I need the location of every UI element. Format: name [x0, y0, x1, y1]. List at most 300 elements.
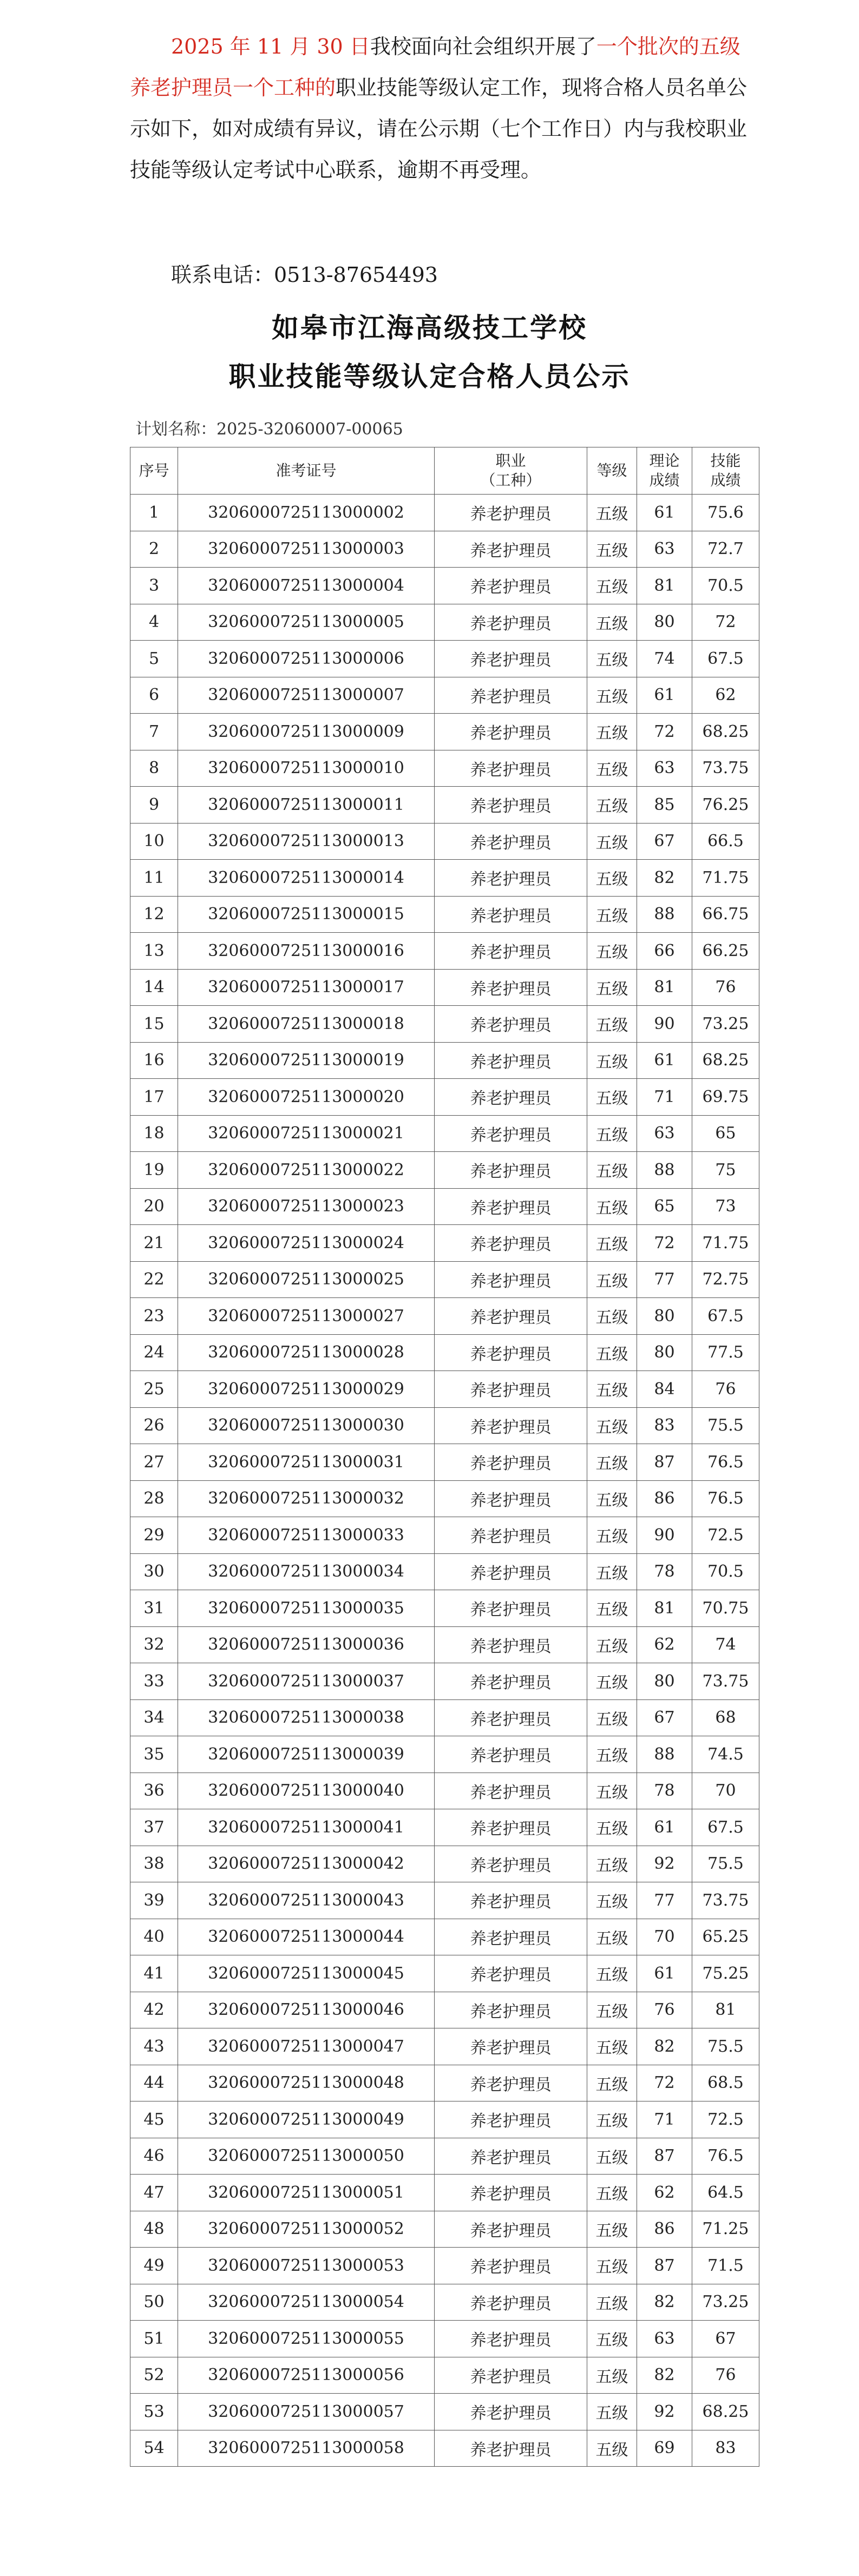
cell-theory-score: 71 [637, 1079, 692, 1116]
cell-skill-score: 68.25 [692, 714, 759, 750]
cell-grade: 五级 [587, 2394, 637, 2430]
cell-index: 26 [130, 1407, 178, 1444]
cell-index: 41 [130, 1955, 178, 1992]
cell-theory-score: 63 [637, 750, 692, 787]
cell-grade: 五级 [587, 1261, 637, 1298]
cell-grade: 五级 [587, 1188, 637, 1225]
cell-skill-score: 71.25 [692, 2211, 759, 2248]
cell-exam-number: 3206000725113000042 [178, 1846, 435, 1882]
cell-theory-score: 80 [637, 604, 692, 641]
cell-grade: 五级 [587, 568, 637, 604]
school-title: 如皋市江海高级技工学校 [272, 312, 587, 344]
table-row [130, 568, 759, 604]
cell-grade: 五级 [587, 604, 637, 641]
cell-theory-score: 61 [637, 1809, 692, 1846]
cell-exam-number: 3206000725113000049 [178, 2101, 435, 2138]
table-row [130, 2394, 759, 2430]
cell-skill-score: 75 [692, 1152, 759, 1189]
cell-occupation: 养老护理员 [435, 1079, 587, 1116]
cell-exam-number: 3206000725113000021 [178, 1115, 435, 1152]
table-row [130, 1444, 759, 1481]
table-row [130, 969, 759, 1006]
cell-exam-number: 3206000725113000016 [178, 933, 435, 970]
cell-index: 31 [130, 1590, 178, 1627]
table-row [130, 860, 759, 897]
cell-theory-score: 80 [637, 1298, 692, 1335]
cell-index: 20 [130, 1188, 178, 1225]
table-row [130, 2175, 759, 2211]
cell-grade: 五级 [587, 1626, 637, 1663]
table-row [130, 1115, 759, 1152]
table-row [130, 2321, 759, 2357]
table-row [130, 933, 759, 970]
notice-paragraph [130, 26, 752, 190]
cell-occupation: 养老护理员 [435, 2357, 587, 2394]
cell-index: 47 [130, 2175, 178, 2211]
cell-grade: 五级 [587, 1444, 637, 1481]
cell-occupation: 养老护理员 [435, 2065, 587, 2101]
cell-theory-score: 78 [637, 1553, 692, 1590]
cell-grade: 五级 [587, 2430, 637, 2467]
notice-text-b: 职业技能等级认定工作，现将合格人员名单公示如下，如对成绩有异议，请在公示期（七个工作日）内与我校职业技能等级认定考试中心联系，逾期不再受理。 [130, 76, 747, 182]
cell-grade: 五级 [587, 1590, 637, 1627]
cell-occupation: 养老护理员 [435, 1261, 587, 1298]
cell-occupation: 养老护理员 [435, 2321, 587, 2357]
cell-theory-score: 72 [637, 1225, 692, 1262]
cell-exam-number: 3206000725113000045 [178, 1955, 435, 1992]
cell-exam-number: 3206000725113000047 [178, 2028, 435, 2065]
cell-index: 2 [130, 531, 178, 568]
header-theory-line1: 理论 [649, 452, 680, 470]
cell-occupation: 养老护理员 [435, 1042, 587, 1079]
cell-skill-score: 68 [692, 1699, 759, 1736]
cell-occupation: 养老护理员 [435, 2175, 587, 2211]
table-row [130, 1809, 759, 1846]
cell-exam-number: 3206000725113000051 [178, 2175, 435, 2211]
cell-grade: 五级 [587, 1334, 637, 1371]
cell-grade: 五级 [587, 1882, 637, 1919]
cell-exam-number: 3206000725113000027 [178, 1298, 435, 1335]
cell-skill-score: 75.5 [692, 1846, 759, 1882]
cell-theory-score: 90 [637, 1517, 692, 1554]
cell-skill-score: 75.6 [692, 495, 759, 531]
cell-skill-score: 74 [692, 1626, 759, 1663]
table-row [130, 495, 759, 531]
cell-theory-score: 80 [637, 1663, 692, 1700]
cell-grade: 五级 [587, 2138, 637, 2175]
cell-theory-score: 92 [637, 1846, 692, 1882]
cell-theory-score: 90 [637, 1006, 692, 1043]
cell-theory-score: 61 [637, 677, 692, 714]
table-row [130, 1517, 759, 1554]
cell-exam-number: 3206000725113000057 [178, 2394, 435, 2430]
table-row [130, 1626, 759, 1663]
cell-occupation: 养老护理员 [435, 2138, 587, 2175]
cell-grade: 五级 [587, 750, 637, 787]
cell-grade: 五级 [587, 1115, 637, 1152]
table-row [130, 1298, 759, 1335]
table-row [130, 2101, 759, 2138]
cell-index: 49 [130, 2248, 178, 2284]
table-row [130, 1663, 759, 1700]
cell-index: 39 [130, 1882, 178, 1919]
cell-grade: 五级 [587, 2211, 637, 2248]
contact-phone: 联系电话：0513-87654493 [171, 263, 438, 287]
cell-exam-number: 3206000725113000043 [178, 1882, 435, 1919]
cell-grade: 五级 [587, 1809, 637, 1846]
cell-skill-score: 81 [692, 1992, 759, 2028]
cell-exam-number: 3206000725113000018 [178, 1006, 435, 1043]
header-occupation [435, 447, 587, 495]
table-row [130, 1006, 759, 1043]
cell-grade: 五级 [587, 2248, 637, 2284]
table-row [130, 604, 759, 641]
cell-grade: 五级 [587, 2175, 637, 2211]
cell-skill-score: 67.5 [692, 641, 759, 677]
cell-skill-score: 66.25 [692, 933, 759, 970]
table-row [130, 2138, 759, 2175]
cell-skill-score: 69.75 [692, 1079, 759, 1116]
cell-skill-score: 68.25 [692, 1042, 759, 1079]
cell-occupation: 养老护理员 [435, 1919, 587, 1955]
table-row [130, 1736, 759, 1773]
cell-grade: 五级 [587, 1006, 637, 1043]
cell-grade: 五级 [587, 1699, 637, 1736]
cell-exam-number: 3206000725113000020 [178, 1079, 435, 1116]
cell-occupation: 养老护理员 [435, 1480, 587, 1517]
cell-grade: 五级 [587, 1736, 637, 1773]
cell-occupation: 养老护理员 [435, 1517, 587, 1554]
cell-index: 54 [130, 2430, 178, 2467]
cell-index: 43 [130, 2028, 178, 2065]
cell-occupation: 养老护理员 [435, 1773, 587, 1809]
cell-theory-score: 86 [637, 1480, 692, 1517]
cell-skill-score: 73 [692, 1188, 759, 1225]
cell-exam-number: 3206000725113000038 [178, 1699, 435, 1736]
cell-skill-score: 64.5 [692, 2175, 759, 2211]
cell-exam-number: 3206000725113000058 [178, 2430, 435, 2467]
cell-occupation: 养老护理员 [435, 2394, 587, 2430]
cell-occupation: 养老护理员 [435, 1407, 587, 1444]
cell-index: 6 [130, 677, 178, 714]
cell-index: 25 [130, 1371, 178, 1408]
table-row [130, 714, 759, 750]
cell-exam-number: 3206000725113000053 [178, 2248, 435, 2284]
cell-occupation: 养老护理员 [435, 641, 587, 677]
cell-grade: 五级 [587, 1919, 637, 1955]
cell-skill-score: 73.75 [692, 750, 759, 787]
cell-occupation: 养老护理员 [435, 2028, 587, 2065]
cell-theory-score: 92 [637, 2394, 692, 2430]
cell-exam-number: 3206000725113000010 [178, 750, 435, 787]
cell-occupation: 养老护理员 [435, 495, 587, 531]
cell-grade: 五级 [587, 1663, 637, 1700]
cell-grade: 五级 [587, 1152, 637, 1189]
cell-exam-number: 3206000725113000055 [178, 2321, 435, 2357]
cell-exam-number: 3206000725113000041 [178, 1809, 435, 1846]
cell-index: 11 [130, 860, 178, 897]
cell-exam-number: 3206000725113000037 [178, 1663, 435, 1700]
cell-index: 48 [130, 2211, 178, 2248]
cell-grade: 五级 [587, 641, 637, 677]
cell-exam-number: 3206000725113000005 [178, 604, 435, 641]
cell-skill-score: 67.5 [692, 1298, 759, 1335]
cell-theory-score: 87 [637, 2248, 692, 2284]
cell-skill-score: 75.25 [692, 1955, 759, 1992]
cell-exam-number: 3206000725113000007 [178, 677, 435, 714]
notice-text-a: 我校面向社会组织开展了 [370, 35, 596, 58]
cell-index: 17 [130, 1079, 178, 1116]
cell-index: 30 [130, 1553, 178, 1590]
cell-grade: 五级 [587, 823, 637, 860]
cell-occupation: 养老护理员 [435, 860, 587, 897]
table-row [130, 1042, 759, 1079]
header-theory-score [637, 447, 692, 495]
header-skill-line2: 成绩 [710, 471, 741, 489]
cell-exam-number: 3206000725113000039 [178, 1736, 435, 1773]
cell-theory-score: 87 [637, 2138, 692, 2175]
cell-skill-score: 73.25 [692, 2284, 759, 2321]
cell-exam-number: 3206000725113000004 [178, 568, 435, 604]
cell-occupation: 养老护理员 [435, 714, 587, 750]
cell-exam-number: 3206000725113000046 [178, 1992, 435, 2028]
table-row [130, 2430, 759, 2467]
cell-grade: 五级 [587, 495, 637, 531]
header-skill-score [692, 447, 759, 495]
cell-theory-score: 61 [637, 495, 692, 531]
cell-grade: 五级 [587, 1225, 637, 1262]
cell-index: 14 [130, 969, 178, 1006]
cell-skill-score: 68.5 [692, 2065, 759, 2101]
cell-skill-score: 72 [692, 604, 759, 641]
cell-theory-score: 81 [637, 568, 692, 604]
cell-theory-score: 82 [637, 2357, 692, 2394]
cell-skill-score: 73.25 [692, 1006, 759, 1043]
cell-exam-number: 3206000725113000034 [178, 1553, 435, 1590]
cell-skill-score: 76.25 [692, 787, 759, 823]
notice-batch: 一个批次的五级养老护理员一个工种的 [130, 35, 740, 100]
cell-skill-score: 72.5 [692, 2101, 759, 2138]
table-row [130, 1992, 759, 2028]
cell-skill-score: 76.5 [692, 1444, 759, 1481]
cell-theory-score: 74 [637, 641, 692, 677]
cell-occupation: 养老护理员 [435, 1444, 587, 1481]
cell-theory-score: 82 [637, 2028, 692, 2065]
cell-skill-score: 72.75 [692, 1261, 759, 1298]
cell-theory-score: 80 [637, 1334, 692, 1371]
cell-exam-number: 3206000725113000019 [178, 1042, 435, 1079]
cell-skill-score: 72.5 [692, 1517, 759, 1554]
cell-skill-score: 70.5 [692, 1553, 759, 1590]
cell-index: 3 [130, 568, 178, 604]
table-row [130, 1334, 759, 1371]
cell-theory-score: 86 [637, 2211, 692, 2248]
cell-index: 13 [130, 933, 178, 970]
table-row [130, 2211, 759, 2248]
cell-exam-number: 3206000725113000014 [178, 860, 435, 897]
cell-occupation: 养老护理员 [435, 1590, 587, 1627]
cell-theory-score: 81 [637, 969, 692, 1006]
table-row [130, 2248, 759, 2284]
table-row [130, 787, 759, 823]
table-row [130, 1371, 759, 1408]
cell-index: 22 [130, 1261, 178, 1298]
cell-skill-score: 70 [692, 1773, 759, 1809]
document-title: 职业技能等级认定合格人员公示 [228, 361, 631, 392]
cell-occupation: 养老护理员 [435, 1298, 587, 1335]
cell-skill-score: 83 [692, 2430, 759, 2467]
cell-grade: 五级 [587, 2321, 637, 2357]
table-row [130, 677, 759, 714]
cell-grade: 五级 [587, 531, 637, 568]
table-row [130, 2284, 759, 2321]
cell-exam-number: 3206000725113000048 [178, 2065, 435, 2101]
cell-theory-score: 77 [637, 1882, 692, 1919]
cell-skill-score: 74.5 [692, 1736, 759, 1773]
cell-skill-score: 70.5 [692, 568, 759, 604]
cell-skill-score: 71.75 [692, 860, 759, 897]
cell-theory-score: 72 [637, 2065, 692, 2101]
cell-occupation: 养老护理员 [435, 531, 587, 568]
cell-index: 12 [130, 896, 178, 933]
cell-index: 27 [130, 1444, 178, 1481]
cell-occupation: 养老护理员 [435, 2101, 587, 2138]
cell-exam-number: 3206000725113000056 [178, 2357, 435, 2394]
cell-grade: 五级 [587, 1042, 637, 1079]
cell-skill-score: 76.5 [692, 1480, 759, 1517]
cell-exam-number: 3206000725113000013 [178, 823, 435, 860]
cell-index: 51 [130, 2321, 178, 2357]
cell-theory-score: 67 [637, 823, 692, 860]
cell-index: 32 [130, 1626, 178, 1663]
cell-index: 34 [130, 1699, 178, 1736]
table-row [130, 1480, 759, 1517]
cell-occupation: 养老护理员 [435, 604, 587, 641]
cell-grade: 五级 [587, 933, 637, 970]
plan-name: 计划名称：2025-32060007-00065 [135, 420, 403, 439]
cell-grade: 五级 [587, 1992, 637, 2028]
cell-index: 23 [130, 1298, 178, 1335]
cell-index: 35 [130, 1736, 178, 1773]
cell-index: 21 [130, 1225, 178, 1262]
cell-exam-number: 3206000725113000024 [178, 1225, 435, 1262]
cell-exam-number: 3206000725113000030 [178, 1407, 435, 1444]
table-row [130, 531, 759, 568]
cell-grade: 五级 [587, 896, 637, 933]
cell-theory-score: 82 [637, 860, 692, 897]
cell-grade: 五级 [587, 714, 637, 750]
cell-grade: 五级 [587, 1955, 637, 1992]
cell-index: 29 [130, 1517, 178, 1554]
header-occupation-line1: 职业 [495, 452, 526, 470]
cell-grade: 五级 [587, 1298, 637, 1335]
cell-exam-number: 3206000725113000009 [178, 714, 435, 750]
cell-grade: 五级 [587, 2065, 637, 2101]
cell-skill-score: 73.75 [692, 1663, 759, 1700]
cell-theory-score: 63 [637, 2321, 692, 2357]
cell-skill-score: 77.5 [692, 1334, 759, 1371]
cell-skill-score: 68.25 [692, 2394, 759, 2430]
table-row [130, 1261, 759, 1298]
cell-occupation: 养老护理员 [435, 1882, 587, 1919]
cell-grade: 五级 [587, 2357, 637, 2394]
cell-theory-score: 88 [637, 1736, 692, 1773]
cell-skill-score: 76 [692, 1371, 759, 1408]
header-skill-line1: 技能 [710, 452, 741, 470]
table-row [130, 1846, 759, 1882]
cell-occupation: 养老护理员 [435, 750, 587, 787]
cell-grade: 五级 [587, 1846, 637, 1882]
table-row [130, 1955, 759, 1992]
cell-index: 24 [130, 1334, 178, 1371]
table-row [130, 823, 759, 860]
cell-skill-score: 75.5 [692, 1407, 759, 1444]
cell-theory-score: 88 [637, 896, 692, 933]
cell-theory-score: 85 [637, 787, 692, 823]
cell-index: 18 [130, 1115, 178, 1152]
cell-grade: 五级 [587, 1773, 637, 1809]
cell-exam-number: 3206000725113000033 [178, 1517, 435, 1554]
cell-occupation: 养老护理员 [435, 677, 587, 714]
cell-skill-score: 66.75 [692, 896, 759, 933]
header-grade: 等级 [587, 447, 637, 495]
cell-exam-number: 3206000725113000003 [178, 531, 435, 568]
cell-index: 7 [130, 714, 178, 750]
cell-occupation: 养老护理员 [435, 1846, 587, 1882]
cell-exam-number: 3206000725113000017 [178, 969, 435, 1006]
table-row [130, 1407, 759, 1444]
table-body [130, 495, 759, 2467]
header-exam-number: 准考证号 [178, 447, 435, 495]
cell-theory-score: 70 [637, 1919, 692, 1955]
cell-theory-score: 71 [637, 2101, 692, 2138]
cell-skill-score: 72.7 [692, 531, 759, 568]
cell-occupation: 养老护理员 [435, 2211, 587, 2248]
cell-theory-score: 72 [637, 714, 692, 750]
qualified-personnel-table [130, 447, 759, 2467]
cell-occupation: 养老护理员 [435, 1992, 587, 2028]
cell-exam-number: 3206000725113000031 [178, 1444, 435, 1481]
cell-occupation: 养老护理员 [435, 2248, 587, 2284]
cell-occupation: 养老护理员 [435, 1553, 587, 1590]
cell-theory-score: 76 [637, 1992, 692, 2028]
cell-exam-number: 3206000725113000040 [178, 1773, 435, 1809]
table-row [130, 2065, 759, 2101]
table-row [130, 1188, 759, 1225]
cell-occupation: 养老护理员 [435, 1334, 587, 1371]
cell-occupation: 养老护理员 [435, 1809, 587, 1846]
cell-theory-score: 87 [637, 1444, 692, 1481]
cell-index: 45 [130, 2101, 178, 2138]
cell-exam-number: 3206000725113000002 [178, 495, 435, 531]
cell-grade: 五级 [587, 2101, 637, 2138]
table-row [130, 1079, 759, 1116]
cell-index: 1 [130, 495, 178, 531]
cell-index: 16 [130, 1042, 178, 1079]
cell-occupation: 养老护理员 [435, 933, 587, 970]
cell-index: 19 [130, 1152, 178, 1189]
cell-grade: 五级 [587, 2284, 637, 2321]
cell-theory-score: 63 [637, 1115, 692, 1152]
header-index: 序号 [130, 447, 178, 495]
cell-occupation: 养老护理员 [435, 896, 587, 933]
cell-index: 53 [130, 2394, 178, 2430]
cell-skill-score: 71.75 [692, 1225, 759, 1262]
cell-occupation: 养老护理员 [435, 2284, 587, 2321]
cell-index: 15 [130, 1006, 178, 1043]
cell-skill-score: 67 [692, 2321, 759, 2357]
cell-index: 40 [130, 1919, 178, 1955]
